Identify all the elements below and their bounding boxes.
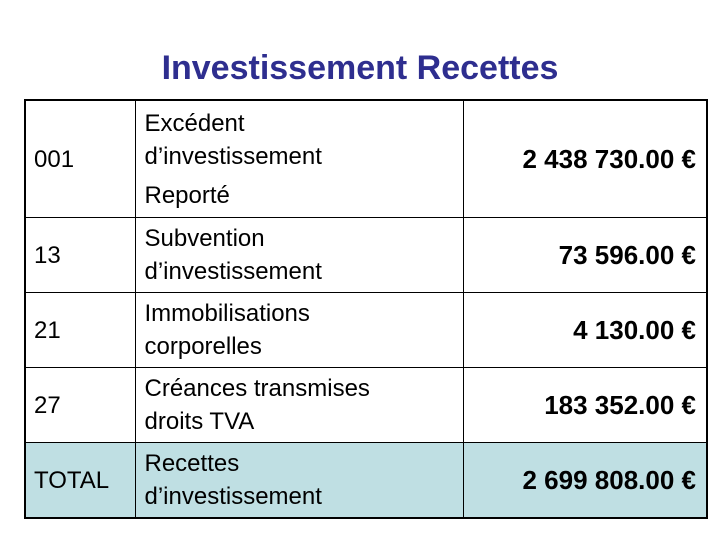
total-label-line: d’investissement	[144, 483, 322, 510]
row-label-line: Immobilisations	[144, 300, 310, 327]
row-label-line: d’investissement	[144, 142, 322, 170]
revenue-table	[24, 99, 708, 519]
row-code: 21	[25, 293, 135, 368]
row-amount: 73 596.00 €	[463, 218, 707, 293]
row-label-line: Subvention	[144, 225, 265, 252]
row-label	[135, 293, 463, 368]
total-label-line: Recettes	[144, 450, 240, 477]
slide-title: Investissement Recettes	[161, 49, 559, 87]
table-row	[25, 100, 707, 218]
row-label	[135, 368, 463, 443]
row-label-line: Excédent	[144, 109, 245, 137]
total-code: TOTAL	[25, 443, 135, 519]
total-row	[25, 443, 707, 519]
row-label-line: Reporté	[144, 181, 230, 209]
row-label	[135, 218, 463, 293]
row-code: 001	[25, 100, 135, 218]
row-code: 27	[25, 368, 135, 443]
row-amount: 2 438 730.00 €	[463, 100, 707, 218]
row-code: 13	[25, 218, 135, 293]
row-label-line: Créances transmises	[144, 375, 370, 402]
table-row	[25, 218, 707, 293]
table-row	[25, 368, 707, 443]
row-label-line: droits TVA	[144, 408, 255, 435]
total-label	[135, 443, 463, 519]
row-label	[135, 100, 463, 218]
row-amount: 183 352.00 €	[463, 368, 707, 443]
table-row	[25, 293, 707, 368]
row-label-line: corporelles	[144, 333, 262, 360]
row-label-line: d’investissement	[144, 258, 322, 285]
row-amount: 4 130.00 €	[463, 293, 707, 368]
total-amount: 2 699 808.00 €	[463, 443, 707, 519]
